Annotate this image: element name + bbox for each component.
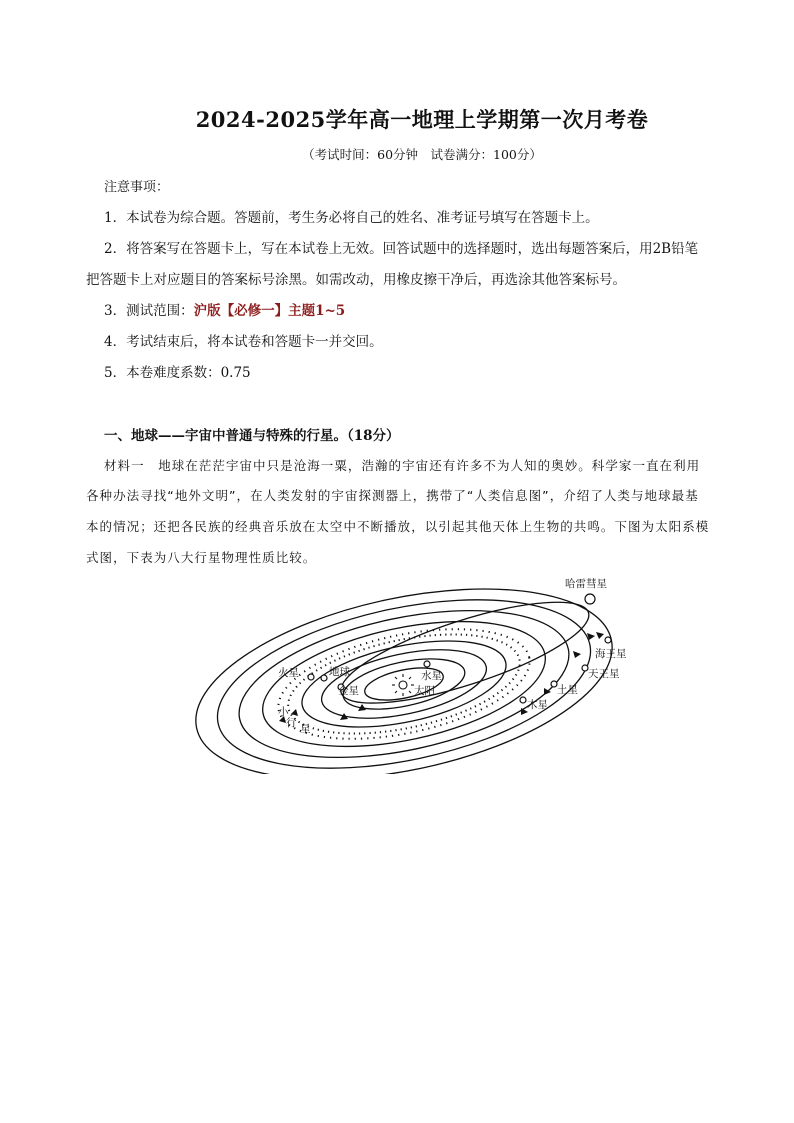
label-venus: 金星 — [338, 685, 359, 697]
orbit-arrow-icon — [573, 651, 581, 658]
label-asteroid-2: 行 — [286, 717, 297, 729]
planet-neptune — [605, 637, 611, 643]
note-item-2-line-1: 2．将答案写在答题卡上，写在本试卷上无效。回答试题中的选择题时，选出每题答案后，用2B铅笔 — [104, 241, 699, 257]
exam-title-text: 2024-2025学年高一地理上学期第一次月考卷 — [195, 107, 649, 132]
exam-subtitle-text: （考试时间：60分钟 试卷满分：100分） — [302, 147, 542, 162]
note-item-4: 4．考试结束后，将本试卷和答题卡一并交回。 — [104, 334, 383, 350]
section-1-heading: 一、地球——宇宙中普通与特殊的行星。（18分） — [104, 428, 400, 444]
label-mars: 火星 — [278, 667, 299, 679]
note-item-3-prefix: 3．测试范围： — [104, 303, 194, 319]
planet-mars — [308, 674, 314, 680]
solar-system-diagram — [190, 574, 630, 774]
sun-icon — [392, 674, 414, 696]
note-item-1: 1．本试卷为综合题。答题前，考生务必将自己的姓名、准考证号填写在答题卡上。 — [104, 210, 599, 226]
label-sun: 太阳 — [414, 685, 435, 697]
label-neptune: 海王星 — [595, 648, 627, 660]
note-item-3 — [104, 299, 345, 319]
note-item-3-scope: 沪版【必修一】主题1~5 — [193, 303, 346, 319]
label-halley: 哈雷彗星 — [565, 578, 607, 590]
exam-subtitle — [0, 145, 794, 163]
notes-heading: 注意事项： — [104, 180, 170, 195]
label-earth: 地球 — [329, 666, 350, 678]
note-item-5: 5．本卷难度系数：0.75 — [104, 365, 251, 381]
material-line-2: 各种办法寻找“地外文明”，在人类发射的宇宙探测器上，携带了“人类信息图”，介绍了人类与地球最基 — [86, 488, 699, 503]
planet-mercury — [424, 661, 430, 667]
planet-jupiter — [520, 697, 526, 703]
label-uranus: 天王星 — [588, 668, 620, 680]
material-line-4: 式图，下表为八大行星物理性质比较。 — [86, 550, 317, 565]
material-line-1: 材料一 地球在茫茫宇宙中只是沧海一粟，浩瀚的宇宙还有许多不为人知的奥妙。科学家一直在利用 — [104, 458, 701, 473]
label-saturn: 土星 — [557, 684, 578, 696]
exam-title — [0, 104, 794, 134]
label-mercury: 水星 — [421, 670, 442, 682]
label-jupiter: 木星 — [527, 699, 548, 711]
material-line-3: 本的情况；还把各民族的经典音乐放在太空中不断播放，以引起其他天体上生物的共鸣。下图为太阳系模 — [86, 519, 710, 534]
label-asteroid-3: 星 — [300, 723, 311, 735]
label-asteroid-1: 小 — [278, 706, 289, 718]
halley-comet — [585, 594, 595, 604]
orbit-arrow-icon — [596, 632, 604, 639]
note-item-2-line-2: 把答题卡上对应题目的答案标号涂黑。如需改动，用橡皮擦干净后，再选涂其他答案标号。 — [86, 272, 626, 288]
planet-earth — [321, 675, 327, 681]
